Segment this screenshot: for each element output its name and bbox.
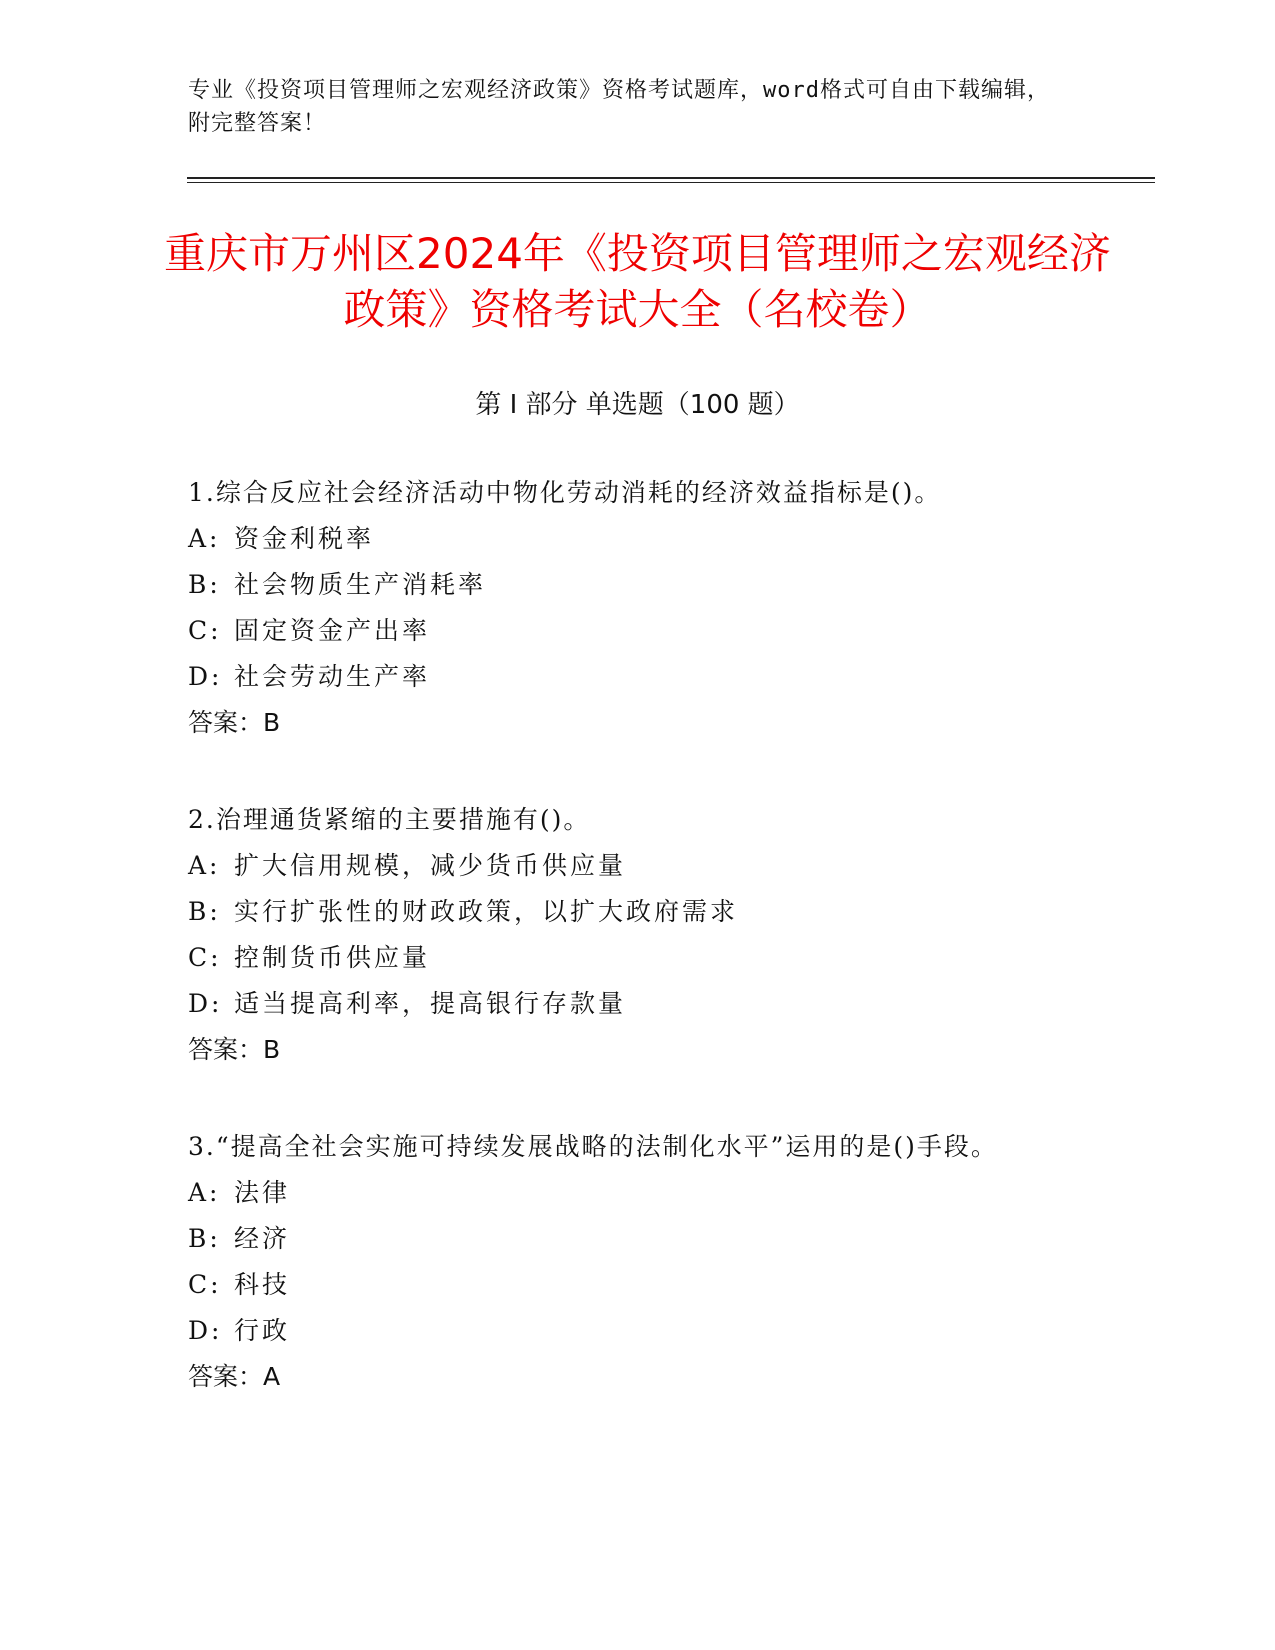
option-c xyxy=(188,608,1088,654)
option-text: 扩大信用规模，减少货币供应量 xyxy=(234,851,627,880)
option-letter: A: xyxy=(188,851,221,880)
option-letter: A: xyxy=(188,524,221,553)
header-note: 专业《投资项目管理师之宏观经济政策》资格考试题库，word格式可自由下载编辑，附完整答案！ xyxy=(188,78,1050,136)
option-letter: D: xyxy=(188,989,223,1018)
option-text: 社会劳动生产率 xyxy=(234,662,431,691)
option-c xyxy=(188,1262,1088,1308)
option-d xyxy=(188,1308,1088,1354)
option-a xyxy=(188,1170,1088,1216)
option-text: 科技 xyxy=(234,1270,291,1299)
option-letter: B: xyxy=(188,897,221,926)
option-c xyxy=(188,935,1088,981)
option-text: 控制货币供应量 xyxy=(234,943,431,972)
option-letter: D: xyxy=(188,1316,223,1345)
header-divider-thin xyxy=(187,182,1155,183)
option-letter: B: xyxy=(188,1224,221,1253)
option-b xyxy=(188,889,1088,935)
header-divider xyxy=(187,177,1155,179)
question-2 xyxy=(188,797,1088,1073)
option-text: 实行扩张性的财政政策，以扩大政府需求 xyxy=(234,897,739,926)
answer: 答案：B xyxy=(188,708,281,737)
option-d xyxy=(188,654,1088,700)
option-a xyxy=(188,516,1088,562)
option-text: 经济 xyxy=(234,1224,291,1253)
question-3 xyxy=(188,1124,1088,1400)
answer: 答案：B xyxy=(188,1035,281,1064)
option-letter: D: xyxy=(188,662,223,691)
option-letter: B: xyxy=(188,570,221,599)
answer: 答案：A xyxy=(188,1362,281,1391)
question-stem: 2.治理通货紧缩的主要措施有()。 xyxy=(188,805,591,834)
option-text: 适当提高利率，提高银行存款量 xyxy=(234,989,627,1018)
option-text: 资金利税率 xyxy=(234,524,375,553)
section-title: 第 I 部分 单选题（100 题） xyxy=(475,390,800,420)
option-text: 法律 xyxy=(234,1178,291,1207)
option-b xyxy=(188,1216,1088,1262)
option-b xyxy=(188,562,1088,608)
option-text: 行政 xyxy=(234,1316,291,1345)
option-d xyxy=(188,981,1088,1027)
document-title: 重庆市万州区2024年《投资项目管理师之宏观经济政策》资格考试大全（名校卷） xyxy=(164,229,1111,334)
option-letter: C: xyxy=(188,1270,222,1299)
option-letter: C: xyxy=(188,943,222,972)
question-1 xyxy=(188,470,1088,746)
question-list xyxy=(188,470,1088,1451)
option-letter: C: xyxy=(188,616,222,645)
question-stem: 3.“提高全社会实施可持续发展战略的法制化水平”运用的是()手段。 xyxy=(188,1132,998,1161)
option-letter: A: xyxy=(188,1178,221,1207)
option-text: 固定资金产出率 xyxy=(234,616,431,645)
option-text: 社会物质生产消耗率 xyxy=(234,570,487,599)
option-a xyxy=(188,843,1088,889)
question-stem: 1.综合反应社会经济活动中物化劳动消耗的经济效益指标是()。 xyxy=(188,478,942,507)
